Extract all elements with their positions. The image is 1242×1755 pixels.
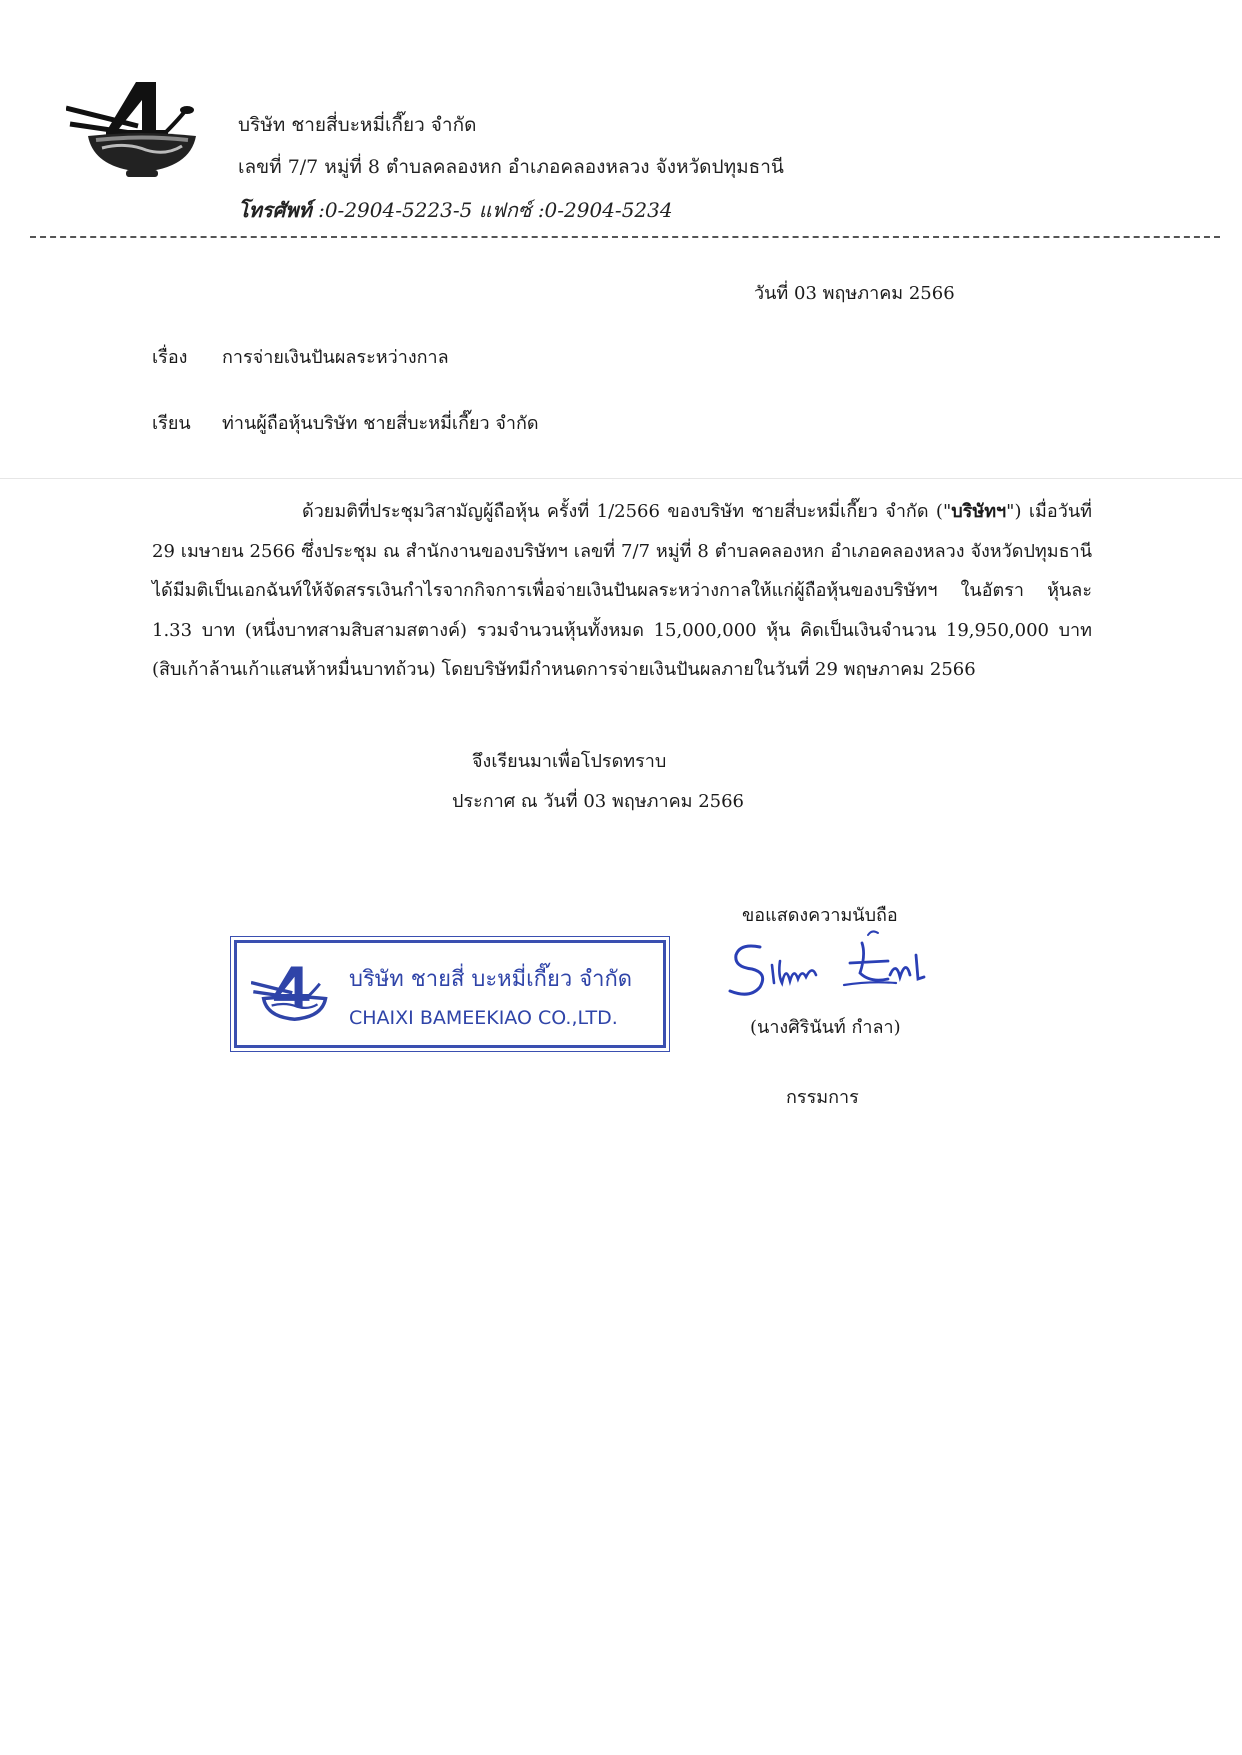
signer-title: กรรมการ bbox=[786, 1087, 859, 1108]
letter-date: วันที่ 03 พฤษภาคม 2566 bbox=[754, 283, 955, 304]
closing-line: จึงเรียนมาเพื่อโปรดทราบ bbox=[472, 751, 667, 772]
body-company-alias: บริษัทฯ bbox=[951, 501, 1007, 522]
phone-label: โทรศัพท์ bbox=[238, 198, 312, 222]
body-text-part1: ด้วยมติที่ประชุมวิสามัญผู้ถือหุ้น ครั้งที่ 1/2566 ของบริษัท ชายสี่บะหมี่เกี๊ยว จำกัด (" bbox=[302, 501, 952, 522]
subject-label: เรื่อง bbox=[152, 347, 188, 368]
letterhead-contact bbox=[238, 194, 673, 226]
letterhead-divider bbox=[30, 236, 1220, 238]
body-text-part2: ") เมื่อวันที่ 29 เมษายน 2566 ซึ่งประชุม ณ สำนักงานของบริษัทฯ เลขที่ 7/7 หมู่ที่ 8 ตำบลคลองหก อำเภอคลองหลวง จังหวัดปทุมธานี ได้มีมติเป็นเอกฉันท์ให้จัดสรรเงินกำไรจากกิจการเพื่อจ่ายเงินปันผลระหว่างกาลให้แก่ผู้ถือหุ้นของบริษัทฯ ในอัตรา หุ้นละ 1.33 บาท (หนึ่งบาทสามสิบสามสตางค์) รวมจำนวนหุ้นทั้งหมด 15,000,000 หุ้น คิดเป็นเงินจำนวน 19,950,000 บาท (สิบเก้าล้านเก้าแสนห้าหมื่นบาทถ้วน) โดยบริษัทมีกำหนดการจ่ายเงินปันผลภายในวันที่ 29 พฤษภาคม 2566 bbox=[152, 501, 1092, 680]
phone-number: :0-2904-5223-5 bbox=[318, 198, 473, 222]
stamp-name-english: CHAIXI BAMEEKIAO CO.,LTD. bbox=[349, 1007, 618, 1029]
letterhead-address: เลขที่ 7/7 หมู่ที่ 8 ตำบลคลองหก อำเภอคลองหลวง จังหวัดปทุมธานี bbox=[238, 156, 784, 178]
letter-body bbox=[152, 492, 1092, 690]
recipient-text: ท่านผู้ถือหุ้นบริษัท ชายสี่บะหมี่เกี๊ยว จำกัด bbox=[222, 413, 539, 434]
regards-text: ขอแสดงความนับถือ bbox=[742, 905, 898, 926]
fax-label: แฟกซ์ bbox=[478, 198, 532, 222]
announcement-date-line: ประกาศ ณ วันที่ 03 พฤษภาคม 2566 bbox=[452, 791, 744, 812]
signer-name: (นางศิรินันท์ กำลา) bbox=[750, 1017, 901, 1038]
stamp-logo-icon bbox=[251, 959, 337, 1029]
fax-number: :0-2904-5234 bbox=[537, 198, 673, 222]
letterhead-company-name: บริษัท ชายสี่บะหมี่เกี๊ยว จำกัด bbox=[238, 114, 477, 136]
handwritten-signature-icon bbox=[720, 925, 950, 1005]
recipient-label: เรียน bbox=[152, 413, 191, 434]
scan-rule bbox=[0, 478, 1242, 479]
company-stamp bbox=[234, 940, 666, 1048]
stamp-name-thai: บริษัท ชายสี่ บะหมี่เกี๊ยว จำกัด bbox=[349, 967, 633, 992]
company-logo-icon bbox=[66, 80, 216, 180]
subject-text: การจ่ายเงินปันผลระหว่างกาล bbox=[222, 347, 449, 368]
